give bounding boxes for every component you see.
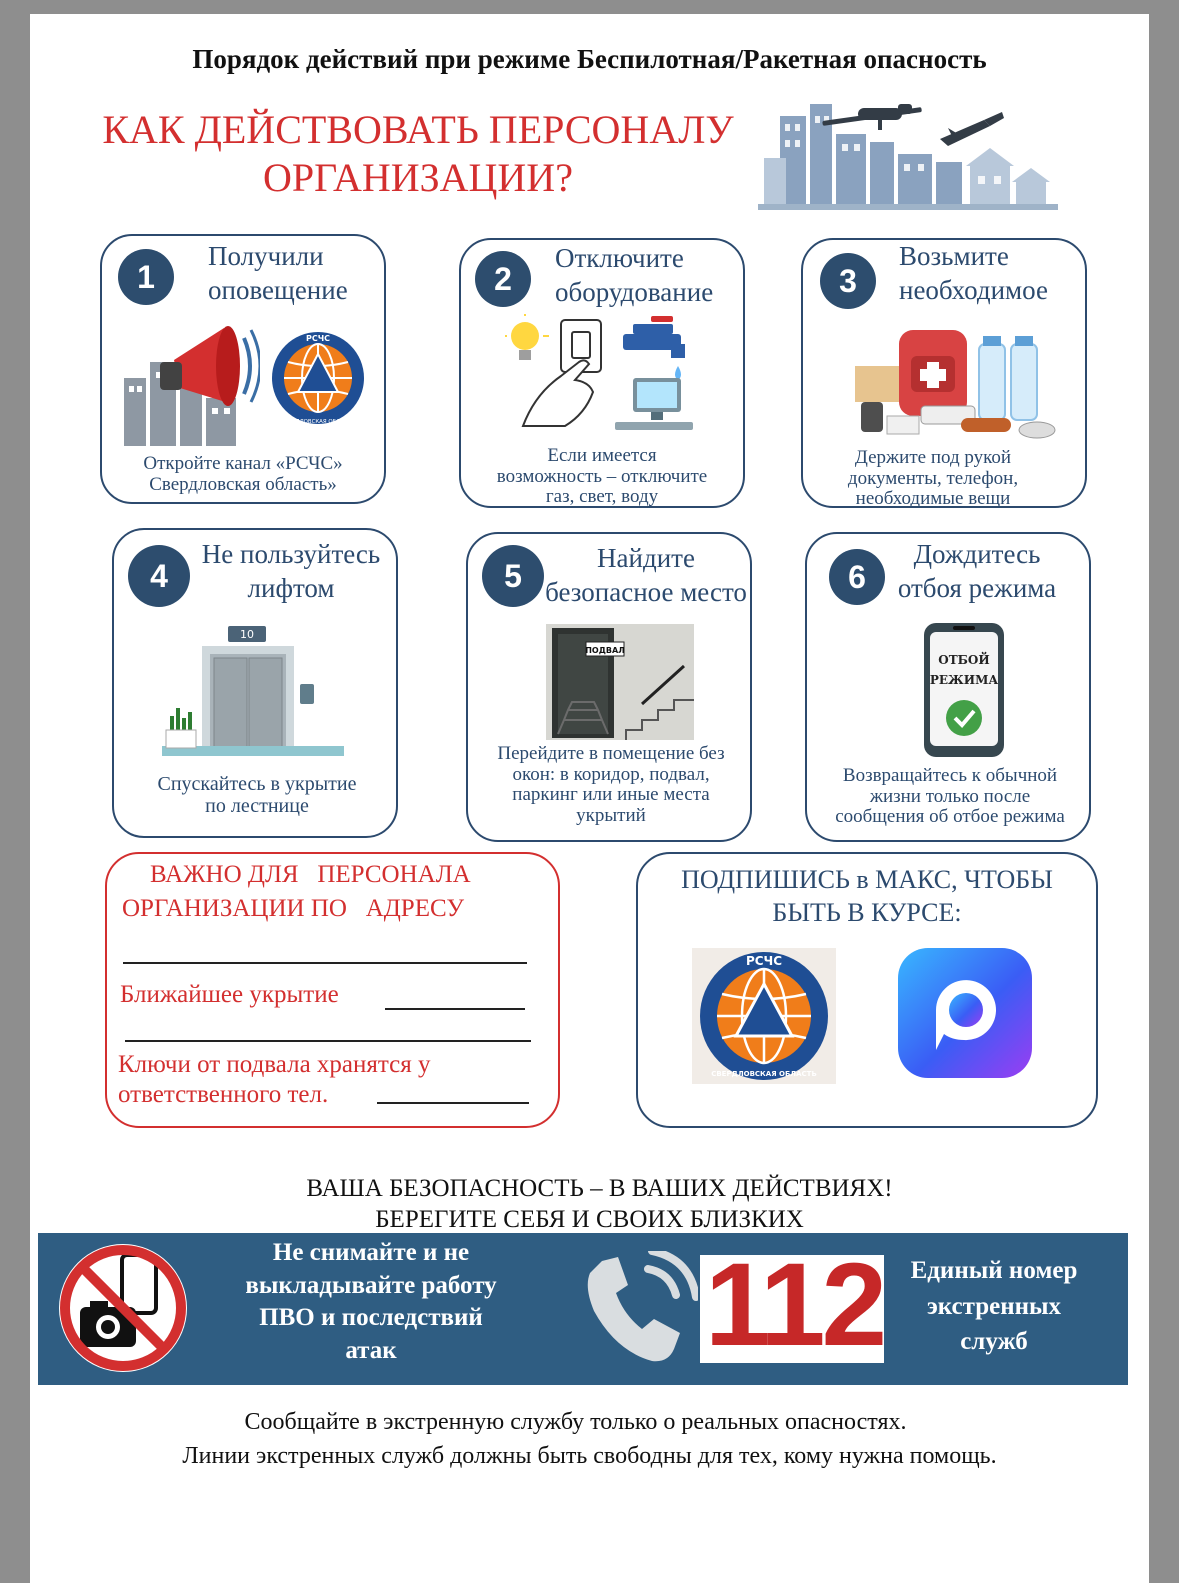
step-title <box>887 538 1067 606</box>
step-caption-line1: Если имеется <box>547 445 657 466</box>
step-caption-line1: Возвращайтесь к обычной <box>842 765 1058 786</box>
step-number-badge: 5 <box>482 545 544 607</box>
step-number-badge: 3 <box>820 253 876 309</box>
step-caption-line1: Перейдите в помещение без <box>497 743 725 764</box>
step-title <box>540 542 752 610</box>
important-info-box <box>105 852 560 1128</box>
step-caption-line2: Свердловская область» <box>149 473 337 495</box>
shelter-blank-line[interactable] <box>385 1008 525 1010</box>
step-title-line1: Отключите <box>555 243 684 273</box>
step-number-badge: 6 <box>829 549 885 605</box>
safety-slogan <box>30 1174 1149 1235</box>
step-caption-line2: окон: в коридор, подвал, <box>512 763 710 785</box>
keys-label <box>118 1050 430 1110</box>
phone-text-line2: РЕЖИМА <box>929 673 999 687</box>
emergency-banner <box>38 1233 1128 1385</box>
step-title-line2: отбоя режима <box>897 572 1057 603</box>
no-photo-warning-line2: выкладывайте работу <box>245 1271 497 1299</box>
step-caption-line1: Спускайтесь в укрытие <box>157 773 357 795</box>
footer-note-line1: Сообщайте в экстренную службу только о реальных опасностях. <box>244 1409 907 1435</box>
step-caption-line3: паркинг или иные места <box>512 784 710 806</box>
step-title-line2: лифтом <box>247 572 335 603</box>
emergency-number-caption-line1: Единый номер <box>910 1257 1078 1284</box>
no-photo-warning-line4: атак <box>345 1336 397 1364</box>
emblem-top-text: РСЧС <box>305 334 331 343</box>
rschs-emblem-icon <box>270 330 366 426</box>
switch-off-equipment-icon <box>505 314 715 442</box>
step-caption-line2: документы, телефон, <box>847 467 1019 489</box>
phone-handset-icon <box>578 1251 698 1369</box>
elevator-icon <box>158 622 348 762</box>
megaphone-icon <box>120 318 260 448</box>
step-card-5 <box>466 532 752 842</box>
footer-note <box>30 1406 1149 1473</box>
step-caption-line3: газ, свет, воду <box>545 486 659 508</box>
step-card-2 <box>459 238 745 508</box>
poster-page <box>30 14 1149 1583</box>
max-messenger-logo[interactable] <box>896 946 1034 1080</box>
step-number-badge: 2 <box>475 251 531 307</box>
step-card-1 <box>100 234 386 504</box>
step-caption-line3: необходимые вещи <box>855 488 1011 510</box>
step-card-6 <box>805 532 1091 842</box>
step-number-badge: 4 <box>128 545 190 607</box>
step-caption-line1: Держите под рукой <box>854 447 1012 468</box>
step-caption-line2: по лестнице <box>205 794 309 817</box>
step-title-line2: оповещение <box>208 274 348 305</box>
emergency-number: 112 <box>704 1239 884 1371</box>
emblem-ring-text: СВЕРДЛОВСКАЯ ОБЛАСТЬ <box>281 419 355 425</box>
emergency-kit-icon <box>851 320 1063 444</box>
no-photo-warning-line1: Не снимайте и не <box>272 1239 470 1266</box>
emergency-number-caption-line2: экстренных <box>926 1292 1062 1320</box>
step-caption-line1: Откройте канал «РСЧС» <box>143 453 343 474</box>
step-title-line1: Возьмите <box>899 241 1009 271</box>
logo-ring-text: СВЕРДЛОВСКАЯ ОБЛАСТЬ <box>711 1070 817 1078</box>
important-heading-line1: ВАЖНО ДЛЯ ПЕРСОНАЛА <box>150 861 471 888</box>
emergency-number-caption <box>888 1253 1100 1360</box>
step-title <box>899 240 1085 308</box>
step-caption <box>465 446 739 508</box>
subscribe-heading-line1: ПОДПИШИСЬ в МАКС, ЧТОБЫ <box>681 865 1053 894</box>
no-photo-warning-line3: ПВО и последствий <box>259 1304 483 1331</box>
safety-slogan-line1: ВАША БЕЗОПАСНОСТЬ – В ВАШИХ ДЕЙСТВИЯХ! <box>306 1175 893 1202</box>
phone-all-clear-icon <box>923 622 1005 758</box>
elevator-floor-number: 10 <box>240 628 254 641</box>
safety-slogan-line2: БЕРЕГИТЕ СЕБЯ И СВОИХ БЛИЗКИХ <box>375 1205 804 1233</box>
step-caption-line4: укрытий <box>576 804 646 826</box>
subscribe-heading <box>638 864 1096 929</box>
step-title-line1: Дождитесь <box>913 539 1041 569</box>
keys-label-line2: ответственного тел. <box>118 1081 329 1108</box>
step-caption <box>474 744 748 826</box>
logo-top-text: РСЧС <box>745 954 783 968</box>
step-title <box>208 240 384 308</box>
step-title-line2: необходимое <box>899 274 1048 305</box>
main-title-line2: ОРГАНИЗАЦИИ? <box>263 155 573 200</box>
step-title-line1: Найдите <box>597 543 695 573</box>
step-card-3 <box>801 238 1087 508</box>
step-caption <box>110 454 376 495</box>
step-caption <box>809 448 1057 510</box>
shelter-label: Ближайшее укрытие <box>120 981 339 1008</box>
no-photo-warning <box>216 1237 526 1367</box>
no-photo-icon <box>56 1241 190 1375</box>
step-card-4 <box>112 528 398 838</box>
step-title-line2: оборудование <box>555 276 714 307</box>
step-caption-line2: возможность – отключите <box>496 465 708 487</box>
keys-label-line1: Ключи от подвала хранятся у <box>118 1051 431 1078</box>
keys-phone-blank-line[interactable] <box>377 1102 529 1104</box>
step-title <box>192 538 390 606</box>
address-blank-line[interactable] <box>123 962 527 964</box>
step-caption <box>114 774 400 817</box>
main-title <box>78 106 758 202</box>
subscribe-heading-line2: БЫТЬ В КУРСЕ: <box>772 897 962 927</box>
city-drone-illustration <box>758 94 1058 224</box>
basement-stairs-icon <box>546 624 694 740</box>
step-title-line1: Получили <box>208 241 324 271</box>
extra-blank-line[interactable] <box>125 1040 531 1042</box>
subscribe-box <box>636 852 1098 1128</box>
step-title <box>555 242 741 310</box>
step-title-line2: безопасное место <box>545 576 747 607</box>
step-caption-line3: сообщения об отбое режима <box>835 806 1065 828</box>
basement-sign-text: ПОДВАЛ <box>585 646 625 655</box>
rschs-channel-logo[interactable] <box>692 948 836 1084</box>
step-caption <box>811 766 1089 828</box>
emergency-number-caption-line3: служб <box>960 1328 1028 1355</box>
important-heading-line2: ОРГАНИЗАЦИИ ПО АДРЕСУ <box>122 895 465 922</box>
step-title-line1: Не пользуйтесь <box>201 539 381 569</box>
step-caption-line2: жизни только после <box>869 785 1031 807</box>
poster-header: Порядок действий при режиме Беспилотная/Ракетная опасность <box>192 44 987 74</box>
step-number-badge: 1 <box>118 249 174 305</box>
phone-text-line1: ОТБОЙ <box>938 653 990 667</box>
footer-note-line2: Линии экстренных служб должны быть свободны для тех, кому нужна помощь. <box>182 1442 997 1469</box>
main-title-line1: КАК ДЕЙСТВОВАТЬ ПЕРСОНАЛУ <box>102 107 734 152</box>
